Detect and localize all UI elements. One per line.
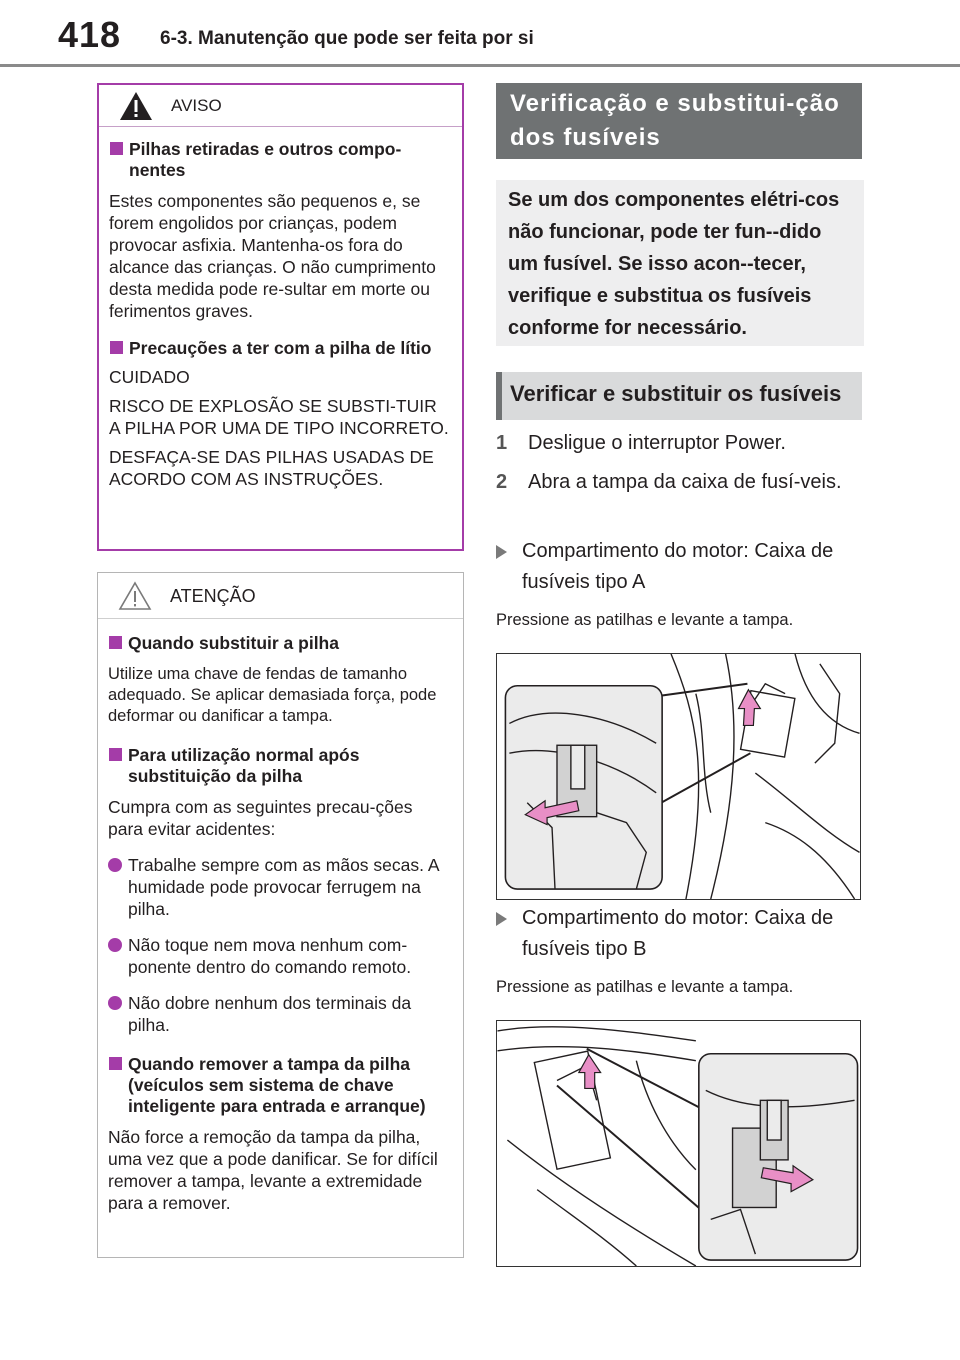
item-type-a <box>496 536 866 600</box>
aviso-box <box>97 83 464 551</box>
aviso-paragraph: RISCO DE EXPLOSÃO SE SUBSTI-TUIR A PILHA POR UMA DE TIPO INCORRETO. <box>109 396 449 438</box>
fuse-intro: Se um dos componentes elétri-cos não funcionar, pode ter fun--dido um fusível. Se isso acon--tecer, verifique e substitua os fusíveis conforme for necessário. <box>496 180 864 346</box>
atencao-heading-3: Quando remover a tampa da pilha (veículos sem sistema de chave inteligente para entrada e arranque) <box>108 1054 451 1117</box>
atencao-box <box>97 572 464 1258</box>
step-text: Abra a tampa da caixa de fusí-veis. <box>528 471 842 493</box>
step-number: 2 <box>496 471 508 493</box>
item-note: Pressione as patilhas e levante a tampa. <box>496 978 794 996</box>
fuse-section-title: Verificação e substitui-ção dos fusíveis <box>496 83 862 159</box>
header-rule <box>0 64 960 67</box>
triangle-marker-icon <box>496 545 507 559</box>
atencao-paragraph: Não force a remoção da tampa da pilha, uma vez que a pode danificar. Se for difícil remover a tampa, levante a extremidade para a remover. <box>108 1127 438 1213</box>
item-note: Pressione as patilhas e levante a tampa. <box>496 611 794 629</box>
aviso-header <box>99 85 462 127</box>
aviso-paragraph: Estes componentes são pequenos e, se forem engolidos por crianças, podem provocar asfixia. Mantenha-os fora do alcance das crianças. O não cumprimento desta medida pode re-sultar em morte ou ferimentos graves. <box>109 191 436 321</box>
atencao-bullet: Não dobre nenhum dos terminais da pilha. <box>108 992 451 1036</box>
fuse-box-a-drawing <box>497 654 860 899</box>
step-1 <box>496 427 866 461</box>
atencao-header <box>98 573 463 619</box>
atencao-heading-1: Quando substituir a pilha <box>108 633 451 654</box>
step-number: 1 <box>496 432 508 454</box>
atencao-bullet: Trabalhe sempre com as mãos secas. A humidade pode provocar ferrugem na pilha. <box>108 854 451 920</box>
atencao-label: ATENÇÃO <box>170 586 256 606</box>
item-label: Compartimento do motor: Caixa de fusíveis tipo A <box>522 540 834 593</box>
aviso-label: AVISO <box>171 96 222 115</box>
warning-icon <box>119 91 153 121</box>
fuse-box-b-drawing <box>497 1021 860 1266</box>
fuse-subtitle: Verificar e substituir os fusíveis <box>496 372 862 420</box>
aviso-heading-1: Pilhas retiradas e outros compo- nentes <box>109 139 450 181</box>
atencao-paragraph: Utilize uma chave de fendas de tamanho adequado. Se aplicar demasiada força, pode deformar ou danificar a tampa. <box>108 665 437 725</box>
atencao-paragraph: Cumpra com as seguintes precau-ções para evitar acidentes: <box>108 797 413 839</box>
triangle-marker-icon <box>496 912 507 926</box>
atencao-bullet: Não toque nem mova nenhum com-ponente dentro do comando remoto. <box>108 934 451 978</box>
fuse-box-a-illustration <box>496 653 861 900</box>
aviso-paragraph: DESFAÇA-SE DAS PILHAS USADAS DE ACORDO COM AS INSTRUÇÕES. <box>109 447 434 489</box>
aviso-paragraph: CUIDADO <box>109 367 190 387</box>
step-2 <box>496 466 866 532</box>
fuse-box-b-illustration <box>496 1020 861 1267</box>
aviso-heading-2: Precauções a ter com a pilha de lítio <box>109 338 450 359</box>
atencao-heading-2: Para utilização normal após substituição da pilha <box>108 745 451 787</box>
section-title: 6-3. Manutenção que pode ser feita por si <box>160 28 534 49</box>
step-text: Desligue o interruptor Power. <box>528 432 786 454</box>
item-type-b <box>496 903 866 967</box>
page-number: 418 <box>58 14 122 55</box>
item-label: Compartimento do motor: Caixa de fusíveis tipo B <box>522 907 834 960</box>
caution-icon <box>118 581 152 611</box>
